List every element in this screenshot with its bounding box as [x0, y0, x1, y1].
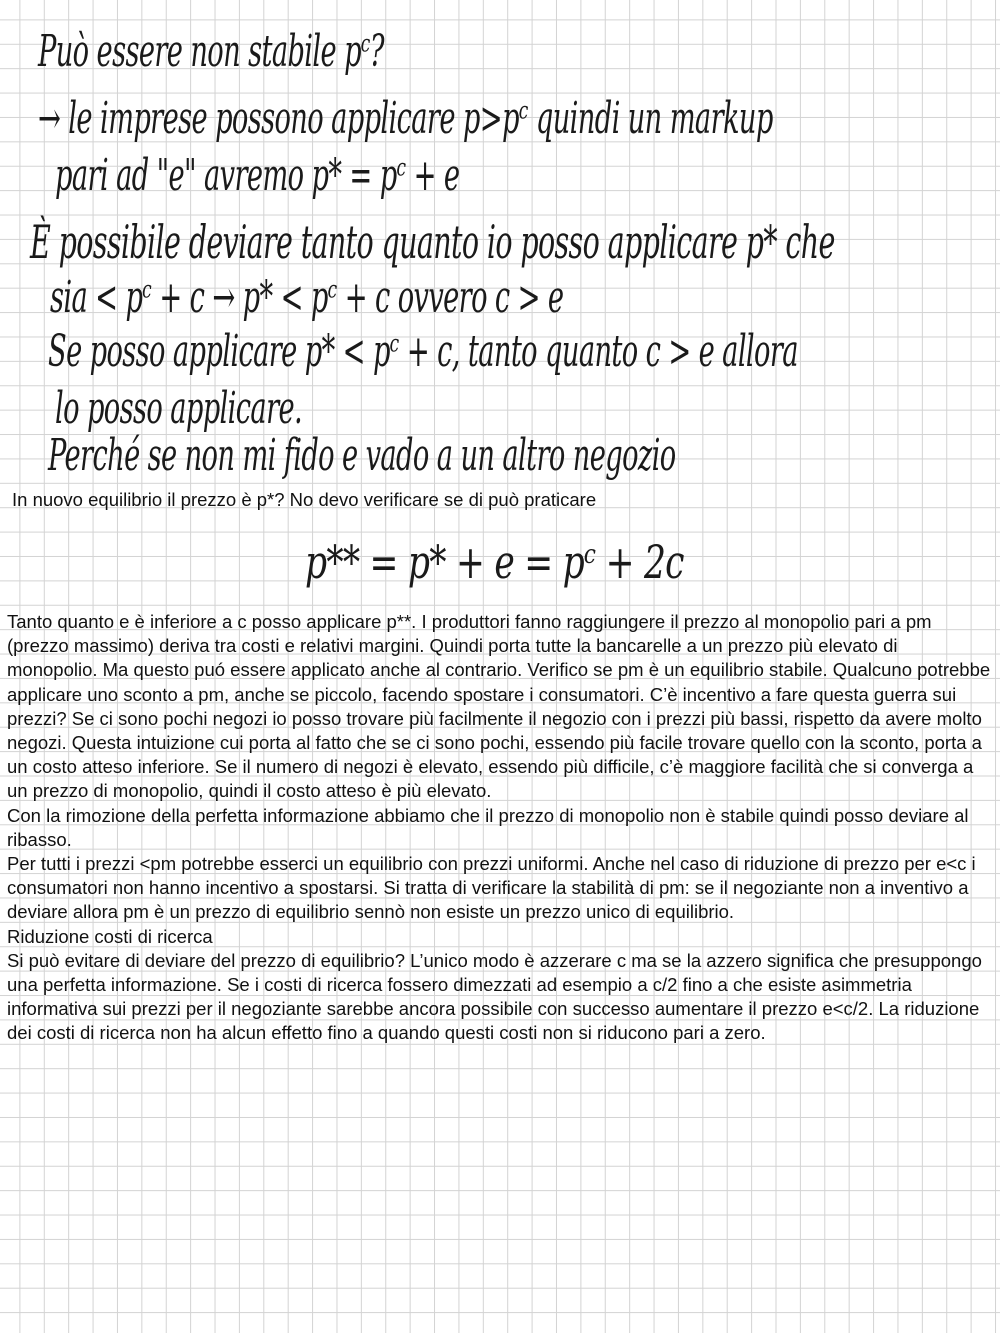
handwritten-line-4: È possibile deviare tanto quanto io posso applicare p* che [30, 215, 835, 269]
body-text [7, 610, 992, 1046]
section-heading: Riduzione costi di ricerca [7, 925, 213, 947]
paragraph-2: Con la rimozione della perfetta informazione abbiamo che il prezzo di monopolio non è stabile quindi posso deviare al ribasso. [7, 804, 969, 850]
paragraph-3: Per tutti i prezzi <pm potrebbe esserci un equilibrio con prezzi uniformi. Anche nel caso di riduzione di prezzo per e<c i consumatori non hanno incentivo a spostarsi. Si tratta di verificare la stabilità di pm: se il negoziante non a inventivo a deviare allora pm è un prezzo di equilibrio sennò non esiste un prezzo unico di equilibrio. [7, 853, 976, 923]
handwritten-formula: p** = p* + e = pᶜ + 2c [305, 535, 684, 589]
handwritten-line-1: Può essere non stabile pᶜ? [38, 26, 384, 77]
handwritten-line-8: Perché se non mi fido e vado a un altro negozio [48, 430, 676, 481]
handwritten-line-7: lo posso applicare. [55, 383, 303, 434]
handwritten-line-2: → le imprese possono applicare p>pᶜ quindi un markup [38, 93, 773, 144]
paragraph-4: Si può evitare di deviare del prezzo di equilibrio? L’unico modo è azzerare c ma se la azzero significa che presuppongo una perfetta informazione. Se i costi di ricerca fossero dimezzati ad esempio a c/2 fino a che esiste asimmetria informativa sui prezzi per il negoziante sarebbe ancora possibile con successo aumentare il prezzo e<c/2. La riduzione dei costi di ricerca non ha alcun effetto fino a quando questi costi non si riducono pari a zero. [7, 949, 982, 1044]
intro-sentence: In nuovo equilibrio il prezzo è p*? No devo verificare se di può praticare [12, 489, 597, 510]
handwritten-line-5: sia < pᶜ + c → p* < pᶜ + c ovvero c > e [50, 272, 564, 323]
paragraph-1: Tanto quanto e è inferiore a c posso applicare p**. I produttori fanno raggiungere il prezzo al monopolio pari a pm (prezzo massimo) deriva tra costi e relativi margini. Quindi porta tutte la bancarelle a un prezzo più elevato di monopolio. Ma questo puó essere applicato anche al contrario. Verifico se pm è un equilibrio stabile. Qualcuno potrebbe applicare uno sconto a pm, anche se piccolo, facendo spostare i consumatori. C’è incentivo a fare questa guerra sui prezzi? Se ci sono pochi negozi io posso trovare più facilmente il negozio con i prezzi più bassi, rispetto da avere molto negozi. Questa intuizione cui porta al fatto che se ci sono pochi, essendo più facile trovare quello con la sconto, porta a un costo atteso inferiore. Se il numero di negozi è elevato, essendo più difficile, c’è maggiore facilità che si converga a un prezzo di monopolio, quindi il costo atteso è più elevato. [7, 611, 991, 802]
handwritten-line-6: Se posso applicare p* < pᶜ + c, tanto quanto c > e allora [48, 326, 798, 377]
handwritten-line-3: pari ad "e" avremo p* = pᶜ + e [55, 150, 460, 201]
